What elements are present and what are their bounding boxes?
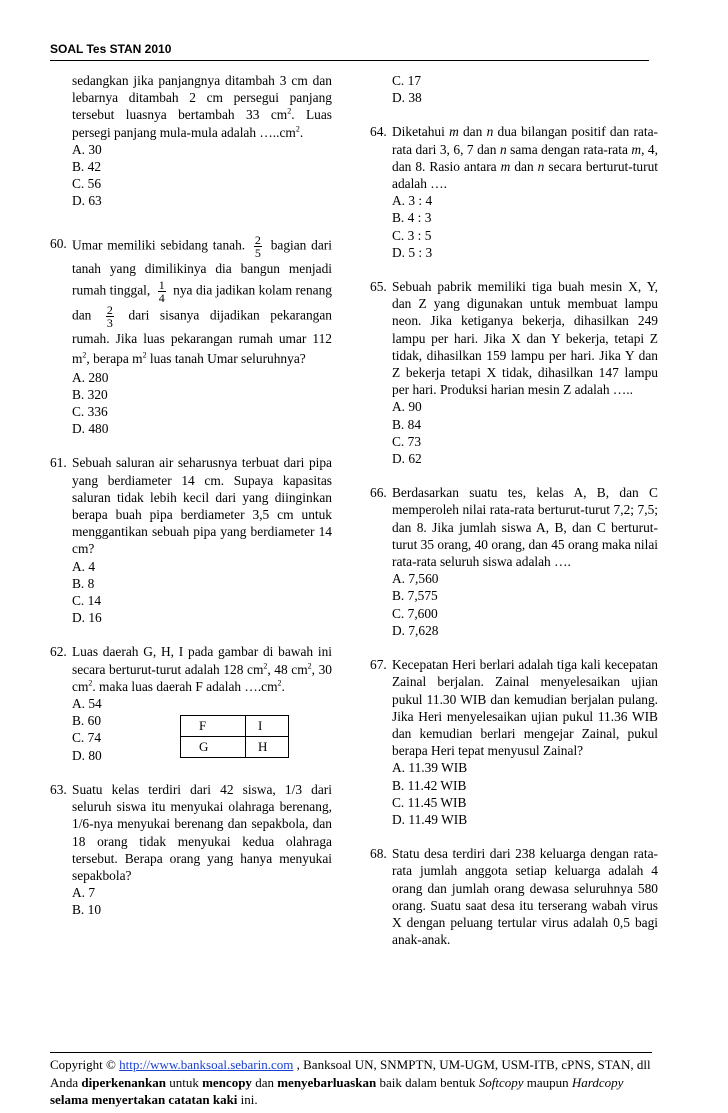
q59-text-b: . Luas persegi panjang mula-mula adalah …..cm (72, 107, 332, 140)
q60-text-5: , berapa m (86, 350, 143, 366)
q66-text: Berdasarkan suatu tes, kelas A, B, dan C memperoleh nilai rata-rata berturut-turut 7,2; 7,5; dan 8. Jika jumlah siswa A, B, dan C berturut-turut 35 orang, 40 orang, dan 45 orang maka nilai rata-rata seluruh siswa adalah …. (392, 485, 658, 570)
option: B. 4 : 3 (392, 210, 432, 226)
q59-text-a: sedangkan jika panjangnya ditambah 3 cm dan lebarnya ditambah 2 cm persegui panjang tersebut luasnya bertambah 33 cm (72, 73, 332, 123)
region-g: G (181, 737, 246, 758)
option: D. 63 (72, 193, 102, 209)
superscript: 2 (287, 106, 292, 116)
option: D. 480 (72, 421, 109, 437)
q60-text-4: dari sisanya dijadikan pekarangan rumah. Jika luas pekarangan rumah umar 112 m (72, 307, 332, 366)
question-number: 64. (370, 124, 387, 140)
superscript: 2 (142, 350, 147, 360)
q62-text-b: , 48 cm (267, 661, 308, 677)
q64-text: dan (462, 124, 483, 140)
q62-text-d: . maka luas daerah F adalah ….cm (92, 678, 278, 694)
footer-bold: selama menyertakan catatan kaki (50, 1092, 238, 1107)
footer-text: , Banksoal UN, SNMPTN, UM-UGM, USM-ITB, cPNS, STAN, dll Anda (50, 1057, 651, 1090)
option: D. 5 : 3 (392, 244, 433, 260)
var-n: n (537, 158, 545, 174)
footer-text: baik dalam bentuk (379, 1074, 476, 1090)
header-divider (50, 60, 649, 61)
option: B. 320 (72, 386, 108, 402)
q64-text: dan (514, 158, 534, 174)
q61-text: Sebuah saluran air seharusnya terbuat dari pipa yang berdiameter 14 cm. Supaya kapasitas saluran tidak lebih kecil dari yang diinginkan berapa buah pipa berdiameter 3,5 cm untuk menggantikan sebuah pipa yang berdiameter 14 cm? (72, 455, 332, 557)
footer-bold: diperkenankan (81, 1074, 166, 1090)
q64-text: , 4, dan 8. Rasio antara (392, 141, 658, 174)
superscript: 2 (307, 661, 312, 671)
fraction-2-5: $\frac{2}{5}$ (254, 232, 261, 260)
q64-text: secara berturut-turut adalah …. (392, 158, 658, 192)
option: A. 30 (72, 141, 102, 157)
question-number: 66. (370, 485, 387, 501)
superscript: 2 (82, 350, 87, 360)
superscript: 2 (295, 124, 300, 134)
question-64 (372, 123, 658, 261)
option: B. 42 (72, 159, 102, 175)
superscript: 2 (88, 678, 93, 688)
option: B. 11.42 WIB (392, 777, 467, 793)
fraction-2-3: $\frac{2}{3}$ (106, 302, 113, 330)
option: A. 54 (72, 696, 102, 712)
footer-text: ini. (240, 1092, 258, 1107)
question-68 (372, 845, 658, 948)
var-m: m (500, 158, 511, 174)
q65-text: Sebuah pabrik memiliki tiga buah mesin X, Y, dan Z yang digunakan untuk membuat lampu neon. Jika ketiganya bekerja, dihasilkan 249 lampu per hari. Jika X dan Y bekerja, tetapi Z tidak, dihasilkan 159 lampu per hari. Jika Y dan Z bekerja tetapi X tidak, dihasilkan 147 lampu per hari. Produksi harian mesin Z adalah ….. (392, 279, 658, 398)
question-number: 67. (370, 657, 387, 673)
option: A. 4 (72, 558, 96, 574)
option: C. 11.45 WIB (392, 794, 467, 810)
question-62 (52, 643, 332, 763)
option: B. 84 (392, 416, 422, 432)
question-number: 63. (50, 781, 67, 797)
option: B. 60 (72, 713, 102, 729)
question-number: 68. (370, 846, 387, 862)
question-61 (52, 454, 332, 626)
option: A. 3 : 4 (392, 193, 433, 209)
option: D. 11.49 WIB (392, 811, 468, 827)
region-h: H (246, 737, 289, 758)
option: D. 38 (392, 90, 422, 106)
option: C. 17 (392, 73, 422, 88)
question-63-continuation (372, 72, 658, 106)
footer-text: dan (255, 1074, 274, 1090)
q67-options (392, 759, 658, 828)
question-number: 60. (50, 235, 67, 251)
var-m: m (631, 141, 642, 157)
question-number: 61. (50, 455, 67, 471)
option: C. 3 : 5 (392, 227, 432, 243)
option: B. 8 (72, 575, 95, 591)
var-n: n (486, 124, 494, 140)
q66-options (392, 570, 658, 639)
option: B. 10 (72, 902, 102, 918)
q67-text: Kecepatan Heri berlari adalah tiga kali kecepatan Zainal berjalan. Zainal menyelesaikan ujian pukul 11.30 WIB dan kemudian berjalan pulang. Jika Heri menyelesaikan ujian pukul 11.36 WIB dan kemudian berlari mengejar Zainal, pukul berapa Heri tepat menyusul Zainal? (392, 657, 658, 759)
region-f: F (181, 716, 246, 737)
q64-options (392, 192, 658, 261)
option: D. 7,628 (392, 622, 439, 638)
option: A. 7,560 (392, 571, 439, 587)
option: D. 62 (392, 451, 422, 467)
var-n: n (499, 141, 507, 157)
option: C. 14 (72, 593, 102, 609)
option: C. 73 (392, 433, 422, 449)
footer-bold: menyebarluaskan (277, 1074, 377, 1090)
q62-text-a: Luas daerah G, H, I pada gambar di bawah ini secara berturut-turut adalah 128 cm (72, 644, 332, 677)
fraction-1-4: $\frac{1}{4}$ (158, 277, 165, 305)
q68-text: Statu desa terdiri dari 238 keluarga dengan rata-rata jumlah anggota setiap keluarga adalah 4 orang dan jumlah orang dewasa seluruhnya 580 orang. Suatu saat desa itu terserang wabah virus X dengan peluang tertular virus adalah 0,5 bagi anak-anak. (392, 846, 658, 948)
copyright-label: Copyright © (50, 1057, 116, 1072)
footer-bold: mencopy (202, 1074, 252, 1090)
footer-text: untuk (169, 1074, 199, 1090)
q63-options-cont (392, 72, 658, 106)
option: C. 336 (72, 404, 108, 420)
superscript: 2 (277, 678, 282, 688)
q60-text-6: luas tanah Umar seluruhnya? (146, 350, 306, 366)
page-header-title: SOAL Tes STAN 2010 (50, 42, 172, 56)
left-column (52, 72, 332, 919)
q60-text-2: bagian dari tanah yang dimilikinya dia bangun menjadi rumah tinggal, (72, 237, 332, 298)
q64-text: Diketahui (392, 124, 445, 140)
question-66 (372, 484, 658, 639)
q64-text: sama dengan rata-rata (510, 141, 628, 157)
q65-options (392, 398, 658, 467)
var-m: m (449, 124, 459, 140)
footer-italic: Hardcopy (571, 1074, 624, 1090)
question-67 (372, 656, 658, 828)
option: C. 56 (72, 176, 102, 192)
option: A. 7 (72, 885, 96, 901)
q61-options (72, 558, 332, 627)
question-number: 62. (50, 644, 67, 660)
option: A. 280 (72, 369, 109, 385)
right-column (372, 72, 658, 948)
q60-options (72, 369, 332, 438)
superscript: 2 (263, 661, 268, 671)
footer-text: maupun (526, 1074, 569, 1090)
option: D. 16 (72, 610, 102, 626)
q63-text: Suatu kelas terdiri dari 42 siswa, 1/3 dari seluruh siswa itu menyukai olahraga berenang, 1/6-nya menyukai berenang dan sepakbola, dan 18 orang tidak menyukai kedua olahraga tersebut. Berapa orang yang hanya menyukai sepakbola? (72, 781, 332, 883)
q60-text-3: nya dia jadikan kolam renang dan (72, 282, 332, 323)
banksoal-link[interactable]: http://www.banksoal.sebarin.com (119, 1057, 294, 1072)
option: A. 90 (392, 399, 422, 415)
option: C. 7,600 (392, 605, 438, 621)
option: A. 11.39 WIB (392, 760, 468, 776)
q60-text-1: Umar memiliki sebidang tanah. (72, 237, 246, 253)
q64-text: dua bilangan positif dan rata-rata dari 3, 6, 7 dan (392, 124, 659, 157)
question-63 (52, 781, 332, 919)
q62-text-e: . (281, 678, 285, 694)
option: C. 74 (72, 730, 102, 746)
question-59-continuation (52, 72, 332, 210)
question-60 (52, 234, 332, 438)
q59-options (72, 141, 332, 210)
question-number: 65. (370, 279, 387, 295)
question-65 (372, 278, 658, 467)
q59-text-c: . (299, 124, 304, 140)
footer (50, 1056, 660, 1109)
q63-options (72, 884, 332, 918)
option: D. 80 (72, 747, 102, 763)
region-figure (180, 715, 289, 758)
footer-divider (50, 1052, 652, 1053)
q62-text-c: , 30 cm (72, 661, 332, 694)
option: B. 7,575 (392, 588, 438, 604)
footer-italic: Softcopy (478, 1074, 524, 1090)
region-i: I (246, 716, 289, 737)
